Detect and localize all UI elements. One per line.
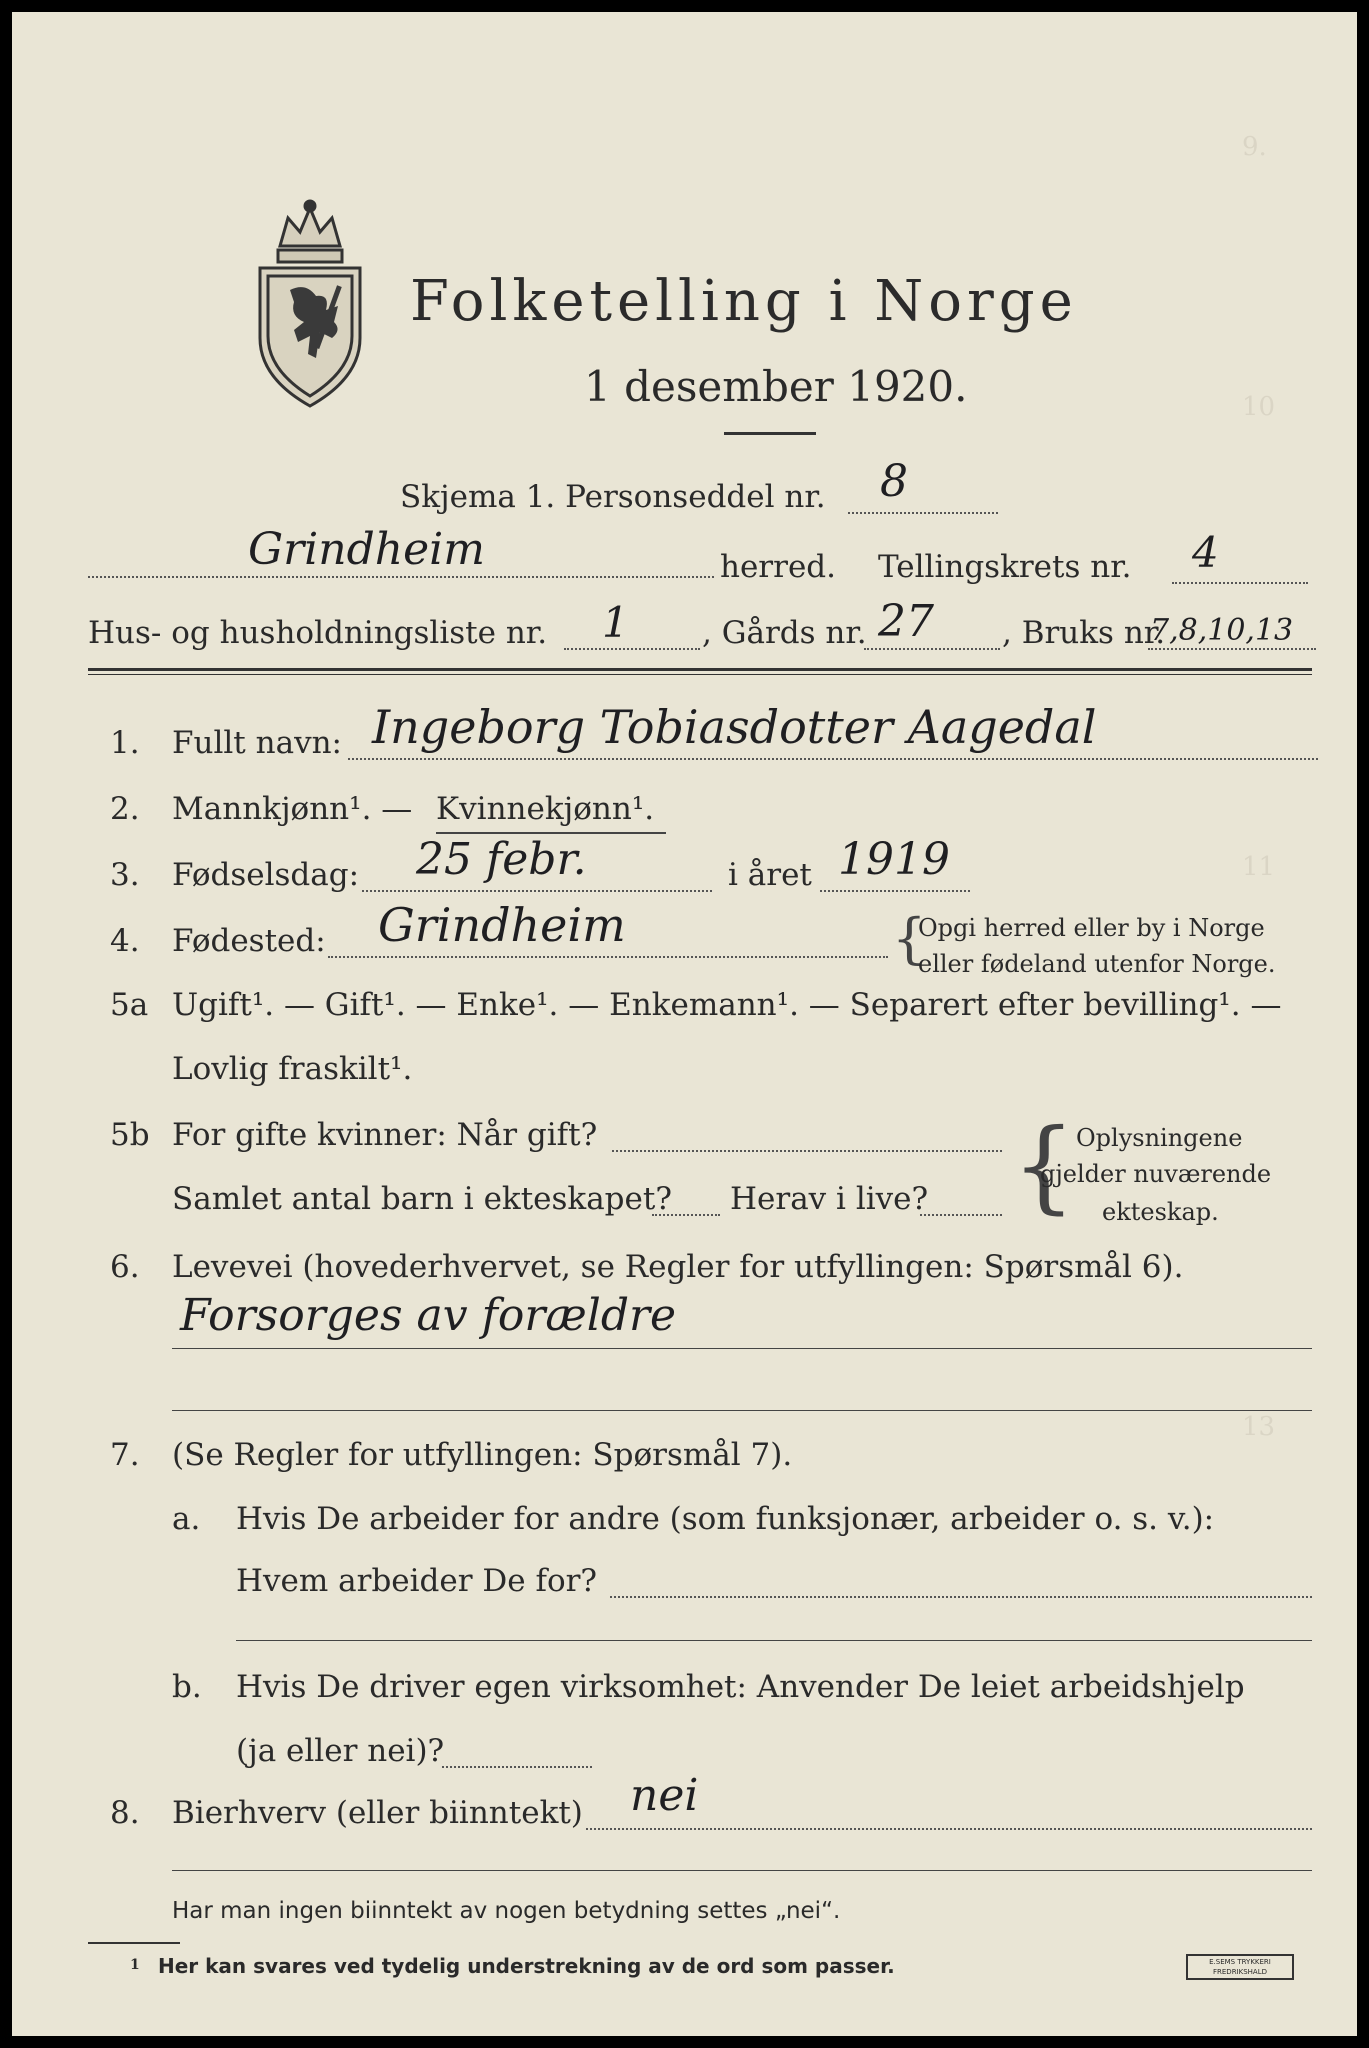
birthday-field-line: [362, 890, 712, 892]
children-alive-field-line: [920, 1214, 1002, 1216]
printer-name: E.SEMS TRYKKERI: [1209, 1958, 1271, 1966]
question-number: 7.: [110, 1437, 140, 1473]
herred-label: herred.: [720, 549, 836, 585]
marriage-note: gjelder nuværende: [1040, 1160, 1272, 1188]
gards-field-line: [864, 648, 1000, 650]
bruks-nr-value[interactable]: 7,8,10,13: [1150, 613, 1294, 648]
marital-status-options[interactable]: Lovlig fraskilt¹.: [172, 1051, 413, 1087]
employer-field-line: [610, 1596, 1312, 1598]
birthday-label: Fødselsdag:: [172, 857, 360, 893]
children-alive-label: Herav i live?: [730, 1181, 929, 1217]
occupation-field-line: [172, 1410, 1312, 1411]
bleed-through: 9.: [1242, 132, 1267, 162]
page-title: Folketelling i Norge: [410, 269, 1078, 334]
hired-help-field-line: [442, 1766, 592, 1768]
herred-field-line: [88, 576, 714, 578]
title-underline: [724, 432, 816, 435]
herred-value[interactable]: Grindheim: [248, 524, 485, 575]
birth-year-value[interactable]: 1919: [838, 834, 950, 885]
question-number: 5a: [110, 987, 149, 1023]
bruks-field-line: [1148, 648, 1316, 650]
header-divider: [88, 674, 1312, 675]
birth-year-field-line: [820, 890, 970, 892]
birthplace-note: Opgi herred eller by i Norge: [918, 914, 1265, 942]
female-option[interactable]: Kvinnekjønn¹.: [436, 791, 655, 827]
footnote-divider: [88, 1942, 180, 1944]
footnote-number: 1: [130, 1957, 140, 1973]
birthplace-note: eller fødeland utenfor Norge.: [918, 950, 1276, 978]
q7-label: (Se Regler for utfyllingen: Spørsmål 7).: [172, 1437, 793, 1473]
bleed-through: 13: [1242, 1412, 1276, 1442]
bleed-through: 10: [1242, 392, 1276, 422]
birthday-value[interactable]: 25 febr.: [416, 834, 587, 885]
header-divider: [88, 668, 1312, 671]
personseddel-field-line: [848, 512, 998, 514]
husliste-field-line: [564, 648, 700, 650]
side-income-field-line: [586, 1828, 1312, 1830]
married-when-label: For gifte kvinner: Når gift?: [172, 1117, 598, 1153]
gards-label: , Gårds nr.: [702, 615, 867, 651]
question-number: 4.: [110, 923, 140, 959]
husliste-nr-value[interactable]: 1: [602, 598, 629, 647]
birthplace-field-line: [328, 956, 888, 958]
q7a-label: Hvis De arbeider for andre (som funksjonær, arbeider o. s. v.):: [236, 1501, 1215, 1537]
birth-year-label: i året: [728, 857, 812, 893]
printer-city: FREDRIKSHALD: [1212, 1968, 1267, 1976]
male-option[interactable]: Mannkjønn¹. —: [172, 791, 413, 827]
footer-note: Har man ingen biinntekt av nogen betydning settes „nei“.: [172, 1898, 841, 1924]
marriage-note: Oplysningene: [1076, 1124, 1243, 1152]
marriage-note: ekteskap.: [1102, 1198, 1219, 1226]
bruks-label: , Bruks nr.: [1002, 615, 1166, 651]
side-income-value[interactable]: nei: [630, 1770, 699, 1821]
side-income-label: Bierhverv (eller biinntekt): [172, 1795, 583, 1831]
birthplace-label: Fødested:: [172, 923, 326, 959]
marriage-note-brace: {: [1012, 1107, 1076, 1224]
q7b-label: Hvis De driver egen virksomhet: Anvender De leiet arbeidshjelp: [236, 1669, 1245, 1705]
question-number: 8.: [110, 1795, 140, 1831]
footer-divider: [172, 1870, 1312, 1871]
q7a-letter: a.: [172, 1501, 201, 1537]
tellingskrets-field-line: [1172, 582, 1308, 584]
q7b-letter: b.: [172, 1669, 202, 1705]
employer-field-line: [236, 1640, 1312, 1641]
full-name-field-line: [348, 758, 1318, 760]
census-date: 1 desember 1920.: [584, 362, 968, 411]
full-name-value[interactable]: Ingeborg Tobiasdotter Aagedal: [372, 700, 1097, 754]
married-when-field-line: [612, 1150, 1002, 1152]
census-form: [12, 12, 1357, 2036]
birthplace-value[interactable]: Grindheim: [378, 898, 626, 952]
footnote: Her kan svares ved tydelig understrekning av de ord som passer.: [158, 1954, 895, 1978]
question-number: 3.: [110, 857, 140, 893]
question-number: 6.: [110, 1249, 140, 1285]
full-name-label: Fullt navn:: [172, 725, 342, 761]
hired-help-label: (ja eller nei)?: [236, 1733, 445, 1769]
question-number: 2.: [110, 791, 140, 827]
printer-stamp: [1186, 1954, 1294, 1980]
tellingskrets-nr-value[interactable]: 4: [1192, 528, 1219, 577]
tellingskrets-label: Tellingskrets nr.: [878, 549, 1132, 585]
employer-label: Hvem arbeider De for?: [236, 1563, 598, 1599]
husliste-label: Hus- og husholdningsliste nr.: [88, 615, 548, 651]
occupation-label: Levevei (hovederhvervet, se Regler for utfyllingen: Spørsmål 6).: [172, 1249, 1184, 1285]
children-count-label: Samlet antal barn i ekteskapet?: [172, 1181, 672, 1217]
gards-nr-value[interactable]: 27: [878, 596, 934, 647]
marital-status-options[interactable]: Ugift¹. — Gift¹. — Enke¹. — Enkemann¹. — Separert efter bevilling¹. —: [172, 987, 1282, 1023]
question-number: 1.: [110, 725, 140, 761]
bleed-through: 11: [1242, 852, 1276, 882]
occupation-value[interactable]: Forsorges av forældre: [180, 1290, 677, 1341]
children-count-field-line: [652, 1214, 720, 1216]
question-number: 5b: [110, 1117, 150, 1153]
personseddel-nr-value[interactable]: 8: [880, 456, 908, 507]
skjema-label: Skjema 1. Personseddel nr.: [400, 479, 826, 515]
birthplace-note-brace: {: [892, 907, 927, 970]
occupation-field-line: [172, 1348, 1312, 1349]
norwegian-coat-of-arms-icon: [250, 198, 370, 410]
